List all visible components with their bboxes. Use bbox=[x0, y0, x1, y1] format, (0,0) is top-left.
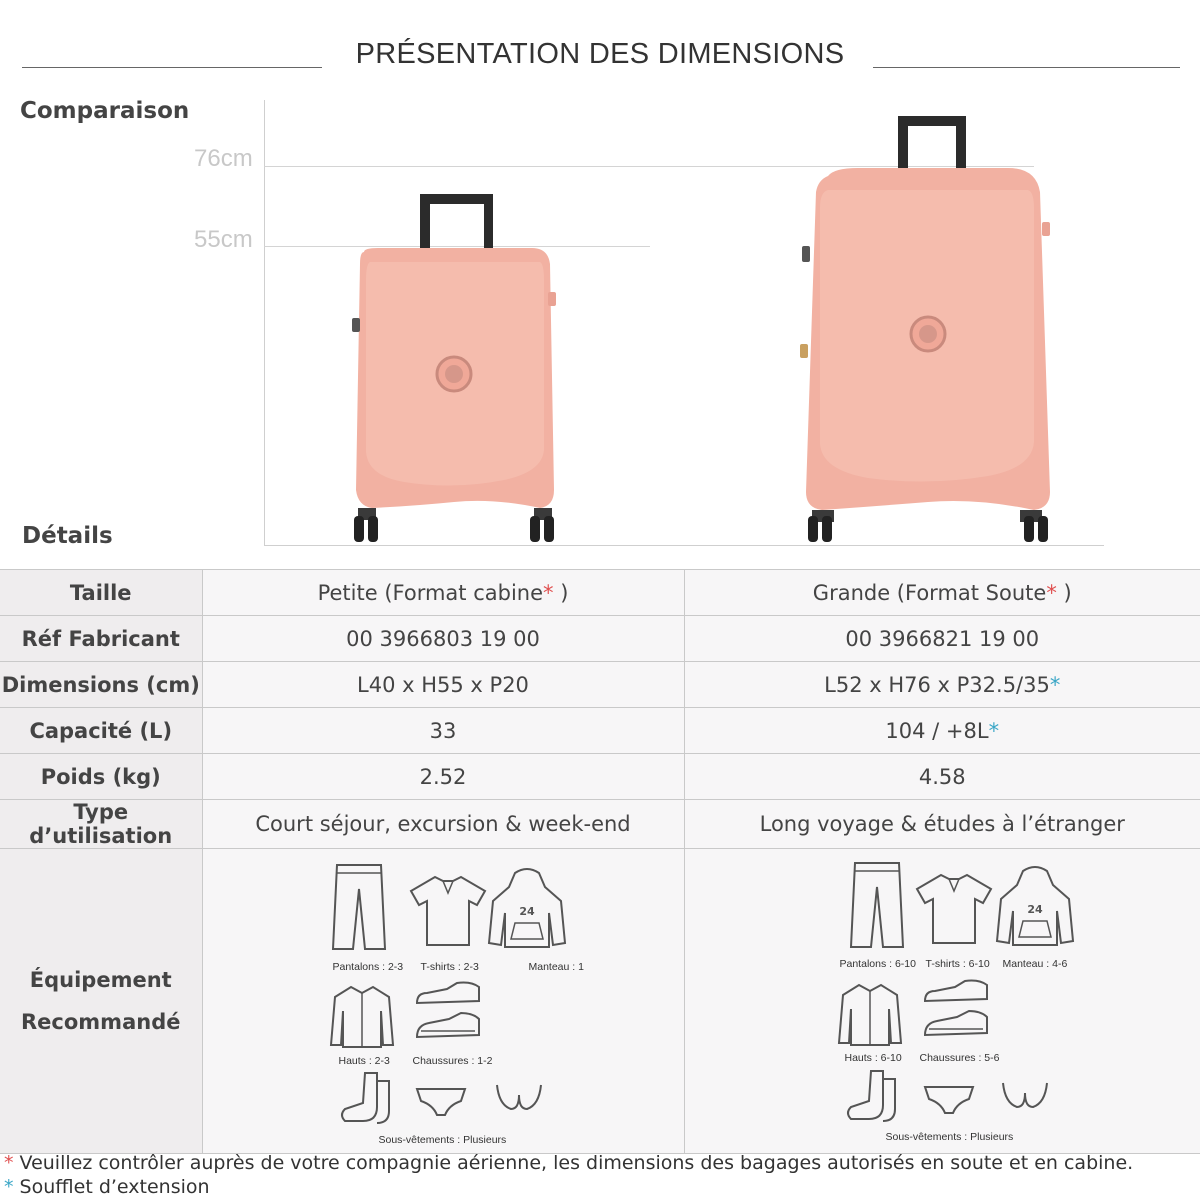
details-table bbox=[0, 569, 1200, 1154]
svg-text:24: 24 bbox=[1026, 903, 1043, 916]
cell-large-capacity: 104 / +8L* bbox=[684, 708, 1200, 754]
row-label: Dimensions (cm) bbox=[0, 662, 202, 708]
equip-underwear-small: Sous-vêtements : Plusieurs bbox=[378, 1134, 507, 1146]
hoodie-icon bbox=[487, 867, 567, 951]
cell-large-ref: 00 3966821 19 00 bbox=[684, 616, 1200, 662]
cell-small-size: Petite (Format cabine* ) bbox=[202, 570, 684, 616]
row-label: Capacité (L) bbox=[0, 708, 202, 754]
briefs-icon bbox=[415, 1085, 467, 1119]
cell-small-equipment bbox=[202, 849, 684, 1154]
equip-pants-small: Pantalons : 2-3 bbox=[332, 961, 404, 973]
page-title: PRÉSENTATION DES DIMENSIONS bbox=[355, 38, 845, 70]
shirt-icon bbox=[837, 981, 903, 1047]
table-row-ref bbox=[0, 616, 1200, 662]
cell-large-usage: Long voyage & études à l’étranger bbox=[684, 800, 1200, 849]
row-label: Poids (kg) bbox=[0, 754, 202, 800]
section-comparison: Comparaison bbox=[20, 98, 190, 124]
table-row-equipment bbox=[0, 849, 1200, 1154]
equip-pants-large: Pantalons : 6-10 bbox=[839, 958, 916, 970]
equip-tshirts-large: T-shirts : 6-10 bbox=[925, 958, 990, 970]
bra-icon bbox=[493, 1081, 545, 1115]
cell-small-ref: 00 3966803 19 00 bbox=[202, 616, 684, 662]
table-row-dimensions bbox=[0, 662, 1200, 708]
shoes-icon bbox=[413, 979, 483, 1043]
ref-label-55: 55cm bbox=[194, 226, 253, 253]
shirt-icon bbox=[329, 983, 395, 1049]
table-row-size bbox=[0, 570, 1200, 616]
briefs-icon bbox=[923, 1083, 975, 1117]
row-label: Réf Fabricant bbox=[0, 616, 202, 662]
socks-icon bbox=[337, 1071, 395, 1125]
cell-large-equipment bbox=[684, 849, 1200, 1154]
shoes-icon bbox=[921, 977, 991, 1041]
footnote-airline: * Veuillez contrôler auprès de votre compagnie aérienne, les dimensions des bagages autorisés en soute et en cabine. bbox=[4, 1152, 1134, 1174]
cell-small-usage: Court séjour, excursion & week-end bbox=[202, 800, 684, 849]
cell-large-dimensions: L52 x H76 x P32.5/35* bbox=[684, 662, 1200, 708]
equip-shoes-small: Chaussures : 1-2 bbox=[412, 1055, 493, 1067]
pants-icon bbox=[329, 863, 389, 951]
equip-underwear-large: Sous-vêtements : Plusieurs bbox=[885, 1131, 1014, 1143]
cell-large-weight: 4.58 bbox=[684, 754, 1200, 800]
section-details: Détails bbox=[22, 523, 113, 549]
equip-tops-large: Hauts : 6-10 bbox=[844, 1052, 902, 1064]
bra-icon bbox=[999, 1079, 1051, 1113]
suitcase-large-image bbox=[798, 112, 1060, 546]
footnote-expansion: * Soufflet d’extension bbox=[4, 1176, 210, 1198]
svg-text:24: 24 bbox=[518, 905, 535, 918]
table-row-weight bbox=[0, 754, 1200, 800]
equip-tops-small: Hauts : 2-3 bbox=[338, 1055, 390, 1067]
cell-small-weight: 2.52 bbox=[202, 754, 684, 800]
socks-icon bbox=[843, 1069, 901, 1123]
ref-label-76: 76cm bbox=[194, 145, 253, 172]
cell-small-dimensions: L40 x H55 x P20 bbox=[202, 662, 684, 708]
suitcase-small-image bbox=[344, 190, 566, 546]
pants-icon bbox=[847, 861, 907, 949]
table-row-capacity bbox=[0, 708, 1200, 754]
tshirt-icon bbox=[915, 871, 993, 947]
row-label: Taille bbox=[0, 570, 202, 616]
equip-coat-large: Manteau : 4-6 bbox=[1002, 958, 1068, 970]
equip-shoes-large: Chaussures : 5-6 bbox=[919, 1052, 1000, 1064]
row-label-equipment: Équipement Recommandé bbox=[0, 849, 202, 1154]
hoodie-icon bbox=[995, 865, 1075, 949]
row-label: Type d’utilisation bbox=[0, 800, 202, 849]
equip-coat-small: Manteau : 1 bbox=[528, 961, 584, 973]
header-rule-right bbox=[873, 67, 1180, 68]
equip-tshirts-small: T-shirts : 2-3 bbox=[420, 961, 479, 973]
table-row-usage bbox=[0, 800, 1200, 849]
tshirt-icon bbox=[409, 873, 487, 949]
cell-small-capacity: 33 bbox=[202, 708, 684, 754]
cell-large-size: Grande (Format Soute* ) bbox=[684, 570, 1200, 616]
